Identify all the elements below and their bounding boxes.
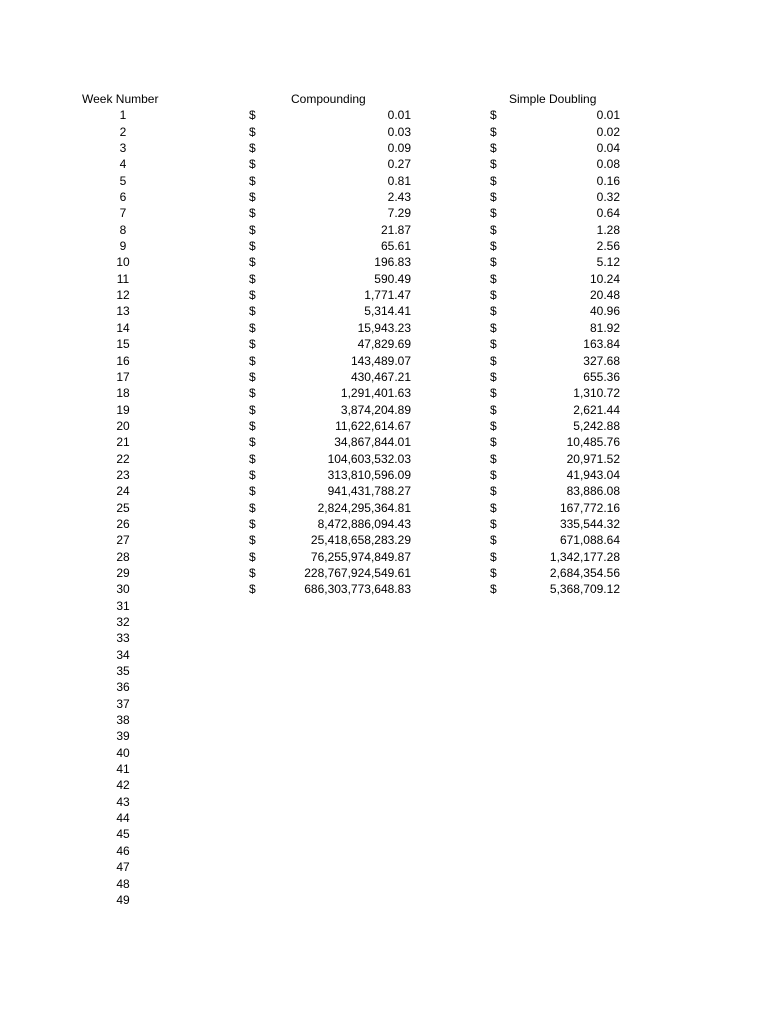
- table-row: [0, 630, 768, 646]
- week-number-cell: 23: [116, 467, 130, 482]
- week-number-cell: 8: [119, 222, 127, 237]
- table-row: [0, 140, 768, 156]
- compounding-currency-symbol: $: [249, 435, 256, 450]
- table-row: [0, 663, 768, 679]
- simple-doubling-value: 0.08: [596, 157, 620, 172]
- week-number-cell: 18: [116, 386, 130, 401]
- week-number-cell: 48: [116, 876, 130, 891]
- simple-currency-symbol: $: [490, 484, 497, 499]
- compounding-value: 47,829.69: [357, 337, 411, 352]
- compounding-value: 2,824,295,364.81: [317, 500, 411, 515]
- week-number-cell: 4: [119, 157, 127, 172]
- simple-currency-symbol: $: [490, 124, 497, 139]
- simple-doubling-value: 5,368,709.12: [549, 582, 620, 597]
- compounding-value: 21.87: [380, 222, 411, 237]
- simple-doubling-value: 10,485.76: [566, 435, 620, 450]
- week-number-cell: 34: [116, 647, 130, 662]
- compounding-value: 0.81: [387, 173, 411, 188]
- compounding-value: 0.09: [387, 141, 411, 156]
- table-row: [0, 614, 768, 630]
- compounding-value: 8,472,886,094.43: [317, 516, 411, 531]
- table-row: [0, 402, 768, 418]
- simple-currency-symbol: $: [490, 173, 497, 188]
- compounding-value: 941,431,788.27: [327, 484, 411, 499]
- simple-doubling-value: 2,684,354.56: [549, 565, 620, 580]
- compounding-currency-symbol: $: [249, 124, 256, 139]
- week-number-cell: 45: [116, 827, 130, 842]
- table-row: [0, 385, 768, 401]
- table-row: [0, 483, 768, 499]
- week-number-cell: 22: [116, 451, 130, 466]
- compounding-currency-symbol: $: [249, 271, 256, 286]
- table-row: [0, 516, 768, 532]
- simple-currency-symbol: $: [490, 141, 497, 156]
- simple-doubling-value: 2.56: [596, 239, 620, 254]
- table-row: [0, 581, 768, 597]
- compounding-value: 104,603,532.03: [327, 451, 411, 466]
- compounding-currency-symbol: $: [249, 549, 256, 564]
- compounding-value: 313,810,596.09: [327, 467, 411, 482]
- week-number-cell: 1: [119, 108, 127, 123]
- compounding-currency-symbol: $: [249, 467, 256, 482]
- table-row: [0, 451, 768, 467]
- table-row: [0, 794, 768, 810]
- simple-doubling-value: 167,772.16: [559, 500, 620, 515]
- simple-currency-symbol: $: [490, 467, 497, 482]
- compounding-currency-symbol: $: [249, 500, 256, 515]
- simple-currency-symbol: $: [490, 206, 497, 221]
- compounding-currency-symbol: $: [249, 418, 256, 433]
- simple-currency-symbol: $: [490, 500, 497, 515]
- week-number-cell: 7: [119, 206, 127, 221]
- table-row: [0, 271, 768, 287]
- week-number-cell: 3: [119, 141, 127, 156]
- week-number-cell: 21: [116, 435, 130, 450]
- week-number-cell: 40: [116, 745, 130, 760]
- week-number-cell: 20: [116, 418, 130, 433]
- compounding-value: 590.49: [374, 271, 411, 286]
- compounding-value: 15,943.23: [357, 320, 411, 335]
- week-number-cell: 26: [116, 516, 130, 531]
- table-row: [0, 761, 768, 777]
- table-row: [0, 647, 768, 663]
- table-row: [0, 728, 768, 744]
- table-row: [0, 238, 768, 254]
- week-number-cell: 10: [116, 255, 130, 270]
- compounding-value: 196.83: [374, 255, 411, 270]
- compounding-value: 0.01: [387, 108, 411, 123]
- week-number-cell: 32: [116, 615, 130, 629]
- compounding-currency-symbol: $: [249, 484, 256, 499]
- week-number-cell: 35: [116, 664, 130, 679]
- simple-doubling-value: 5.12: [596, 255, 620, 270]
- simple-currency-symbol: $: [490, 451, 497, 466]
- simple-doubling-value: 20,971.52: [566, 451, 620, 466]
- table-row: [0, 369, 768, 385]
- week-number-cell: 27: [116, 533, 130, 548]
- week-number-cell: 47: [116, 860, 130, 875]
- simple-currency-symbol: $: [490, 386, 497, 401]
- simple-doubling-value: 41,943.04: [566, 467, 620, 482]
- table-row: [0, 434, 768, 450]
- compounding-value: 1,771.47: [364, 288, 411, 303]
- table-row: [0, 107, 768, 123]
- table-row: [0, 173, 768, 189]
- table-row: [0, 205, 768, 221]
- simple-doubling-value: 0.64: [596, 206, 620, 221]
- compounding-currency-symbol: $: [249, 288, 256, 303]
- table-row: [0, 467, 768, 483]
- simple-doubling-value: 335,544.32: [559, 516, 620, 531]
- table-row: [0, 876, 768, 892]
- week-number-cell: 5: [119, 173, 127, 188]
- table-row: [0, 892, 768, 908]
- week-number-cell: 44: [116, 811, 130, 826]
- table-row: [0, 124, 768, 140]
- simple-currency-symbol: $: [490, 288, 497, 303]
- compounding-currency-symbol: $: [249, 108, 256, 123]
- simple-doubling-value: 1.28: [596, 222, 620, 237]
- table-row: [0, 826, 768, 842]
- simple-doubling-value: 671,088.64: [559, 533, 620, 548]
- compounding-currency-symbol: $: [249, 353, 256, 368]
- simple-doubling-value: 83,886.08: [566, 484, 620, 499]
- simple-currency-symbol: $: [490, 565, 497, 580]
- week-number-cell: 15: [116, 337, 130, 352]
- table-row: [0, 189, 768, 205]
- compounding-currency-symbol: $: [249, 239, 256, 254]
- table-row: [0, 254, 768, 270]
- simple-doubling-value: 0.04: [596, 141, 620, 156]
- compounding-value: 0.03: [387, 124, 411, 139]
- week-number-cell: 29: [116, 565, 130, 580]
- table-row: [0, 712, 768, 728]
- compounding-value: 25,418,658,283.29: [310, 533, 411, 548]
- header-compounding: Compounding: [291, 92, 366, 106]
- compounding-value: 3,874,204.89: [340, 402, 411, 417]
- compounding-currency-symbol: $: [249, 582, 256, 597]
- week-number-cell: 24: [116, 484, 130, 499]
- week-number-cell: 38: [116, 713, 130, 728]
- week-number-cell: 16: [116, 353, 130, 368]
- simple-currency-symbol: $: [490, 337, 497, 352]
- simple-currency-symbol: $: [490, 369, 497, 384]
- table-row: [0, 549, 768, 565]
- week-number-cell: 37: [116, 696, 130, 711]
- week-number-cell: 42: [116, 778, 130, 793]
- simple-doubling-value: 81.92: [589, 320, 620, 335]
- simple-doubling-value: 655.36: [583, 369, 620, 384]
- week-number-cell: 33: [116, 631, 130, 646]
- week-number-cell: 11: [116, 271, 130, 286]
- week-number-cell: 12: [116, 288, 130, 303]
- compounding-value: 430,467.21: [350, 369, 411, 384]
- simple-doubling-value: 5,242.88: [573, 418, 620, 433]
- compounding-currency-symbol: $: [249, 320, 256, 335]
- simple-currency-symbol: $: [490, 255, 497, 270]
- compounding-value: 0.27: [387, 157, 411, 172]
- simple-currency-symbol: $: [490, 271, 497, 286]
- week-number-cell: 39: [116, 729, 130, 744]
- table-row: [0, 598, 768, 614]
- simple-doubling-value: 0.01: [596, 108, 620, 123]
- simple-doubling-value: 2,621.44: [573, 402, 620, 417]
- table-row: [0, 532, 768, 548]
- week-number-cell: 41: [116, 762, 130, 777]
- week-number-cell: 17: [116, 369, 130, 384]
- table-row: [0, 418, 768, 434]
- simple-currency-symbol: $: [490, 320, 497, 335]
- compounding-value: 34,867,844.01: [334, 435, 411, 450]
- compounding-value: 65.61: [380, 239, 411, 254]
- simple-currency-symbol: $: [490, 239, 497, 254]
- compounding-value: 228,767,924,549.61: [304, 565, 411, 580]
- table-row: [0, 777, 768, 793]
- compounding-currency-symbol: $: [249, 157, 256, 172]
- spreadsheet-table: [0, 91, 768, 908]
- week-number-cell: 49: [116, 892, 130, 907]
- simple-currency-symbol: $: [490, 418, 497, 433]
- simple-currency-symbol: $: [490, 353, 497, 368]
- table-row: [0, 156, 768, 172]
- compounding-currency-symbol: $: [249, 141, 256, 156]
- simple-doubling-value: 0.02: [596, 124, 620, 139]
- week-number-cell: 2: [119, 124, 127, 139]
- compounding-currency-symbol: $: [249, 304, 256, 319]
- table-body: [0, 107, 768, 908]
- compounding-value: 1,291,401.63: [340, 386, 411, 401]
- compounding-value: 7.29: [387, 206, 411, 221]
- table-row: [0, 565, 768, 581]
- compounding-currency-symbol: $: [249, 516, 256, 531]
- table-row: [0, 745, 768, 761]
- simple-doubling-value: 1,342,177.28: [549, 549, 620, 564]
- table-row: [0, 287, 768, 303]
- simple-doubling-value: 163.84: [583, 337, 620, 352]
- simple-currency-symbol: $: [490, 190, 497, 205]
- week-number-cell: 6: [119, 190, 127, 205]
- week-number-cell: 46: [116, 843, 130, 858]
- simple-currency-symbol: $: [490, 516, 497, 531]
- week-number-cell: 19: [116, 402, 130, 417]
- compounding-currency-symbol: $: [249, 255, 256, 270]
- week-number-cell: 28: [116, 549, 130, 564]
- compounding-currency-symbol: $: [249, 386, 256, 401]
- compounding-value: 76,255,974,849.87: [310, 549, 411, 564]
- compounding-currency-symbol: $: [249, 222, 256, 237]
- compounding-currency-symbol: $: [249, 173, 256, 188]
- simple-currency-symbol: $: [490, 435, 497, 450]
- compounding-value: 686,303,773,648.83: [304, 582, 411, 597]
- header-row: [0, 91, 768, 107]
- compounding-currency-symbol: $: [249, 402, 256, 417]
- table-row: [0, 810, 768, 826]
- compounding-currency-symbol: $: [249, 190, 256, 205]
- week-number-cell: 13: [116, 304, 130, 319]
- simple-doubling-value: 20.48: [589, 288, 620, 303]
- compounding-value: 2.43: [387, 190, 411, 205]
- simple-currency-symbol: $: [490, 304, 497, 319]
- table-row: [0, 320, 768, 336]
- simple-currency-symbol: $: [490, 533, 497, 548]
- table-row: [0, 336, 768, 352]
- table-row: [0, 696, 768, 712]
- week-number-cell: 31: [116, 598, 130, 613]
- simple-doubling-value: 1,310.72: [573, 386, 620, 401]
- simple-doubling-value: 40.96: [589, 304, 620, 319]
- compounding-value: 5,314.41: [364, 304, 411, 319]
- table-row: [0, 222, 768, 238]
- simple-currency-symbol: $: [490, 108, 497, 123]
- compounding-value: 143,489.07: [350, 353, 411, 368]
- week-number-cell: 25: [116, 500, 130, 515]
- table-row: [0, 859, 768, 875]
- simple-doubling-value: 0.32: [596, 190, 620, 205]
- table-row: [0, 303, 768, 319]
- table-row: [0, 500, 768, 516]
- compounding-currency-symbol: $: [249, 337, 256, 352]
- compounding-currency-symbol: $: [249, 565, 256, 580]
- header-week-number: Week Number: [82, 92, 159, 106]
- table-row: [0, 353, 768, 369]
- week-number-cell: 14: [116, 320, 130, 335]
- simple-currency-symbol: $: [490, 222, 497, 237]
- simple-doubling-value: 327.68: [583, 353, 620, 368]
- compounding-currency-symbol: $: [249, 451, 256, 466]
- header-simple-doubling: Simple Doubling: [509, 92, 597, 106]
- simple-currency-symbol: $: [490, 549, 497, 564]
- week-number-cell: 30: [116, 582, 130, 597]
- compounding-value: 11,622,614.67: [335, 418, 411, 433]
- table-row: [0, 843, 768, 859]
- week-number-cell: 43: [116, 794, 130, 809]
- simple-currency-symbol: $: [490, 582, 497, 597]
- week-number-cell: 9: [119, 239, 127, 254]
- table-row: [0, 679, 768, 695]
- simple-doubling-value: 10.24: [589, 271, 620, 286]
- simple-currency-symbol: $: [490, 402, 497, 417]
- simple-currency-symbol: $: [490, 157, 497, 172]
- simple-doubling-value: 0.16: [596, 173, 620, 188]
- compounding-currency-symbol: $: [249, 369, 256, 384]
- compounding-currency-symbol: $: [249, 533, 256, 548]
- week-number-cell: 36: [116, 680, 130, 695]
- compounding-currency-symbol: $: [249, 206, 256, 221]
